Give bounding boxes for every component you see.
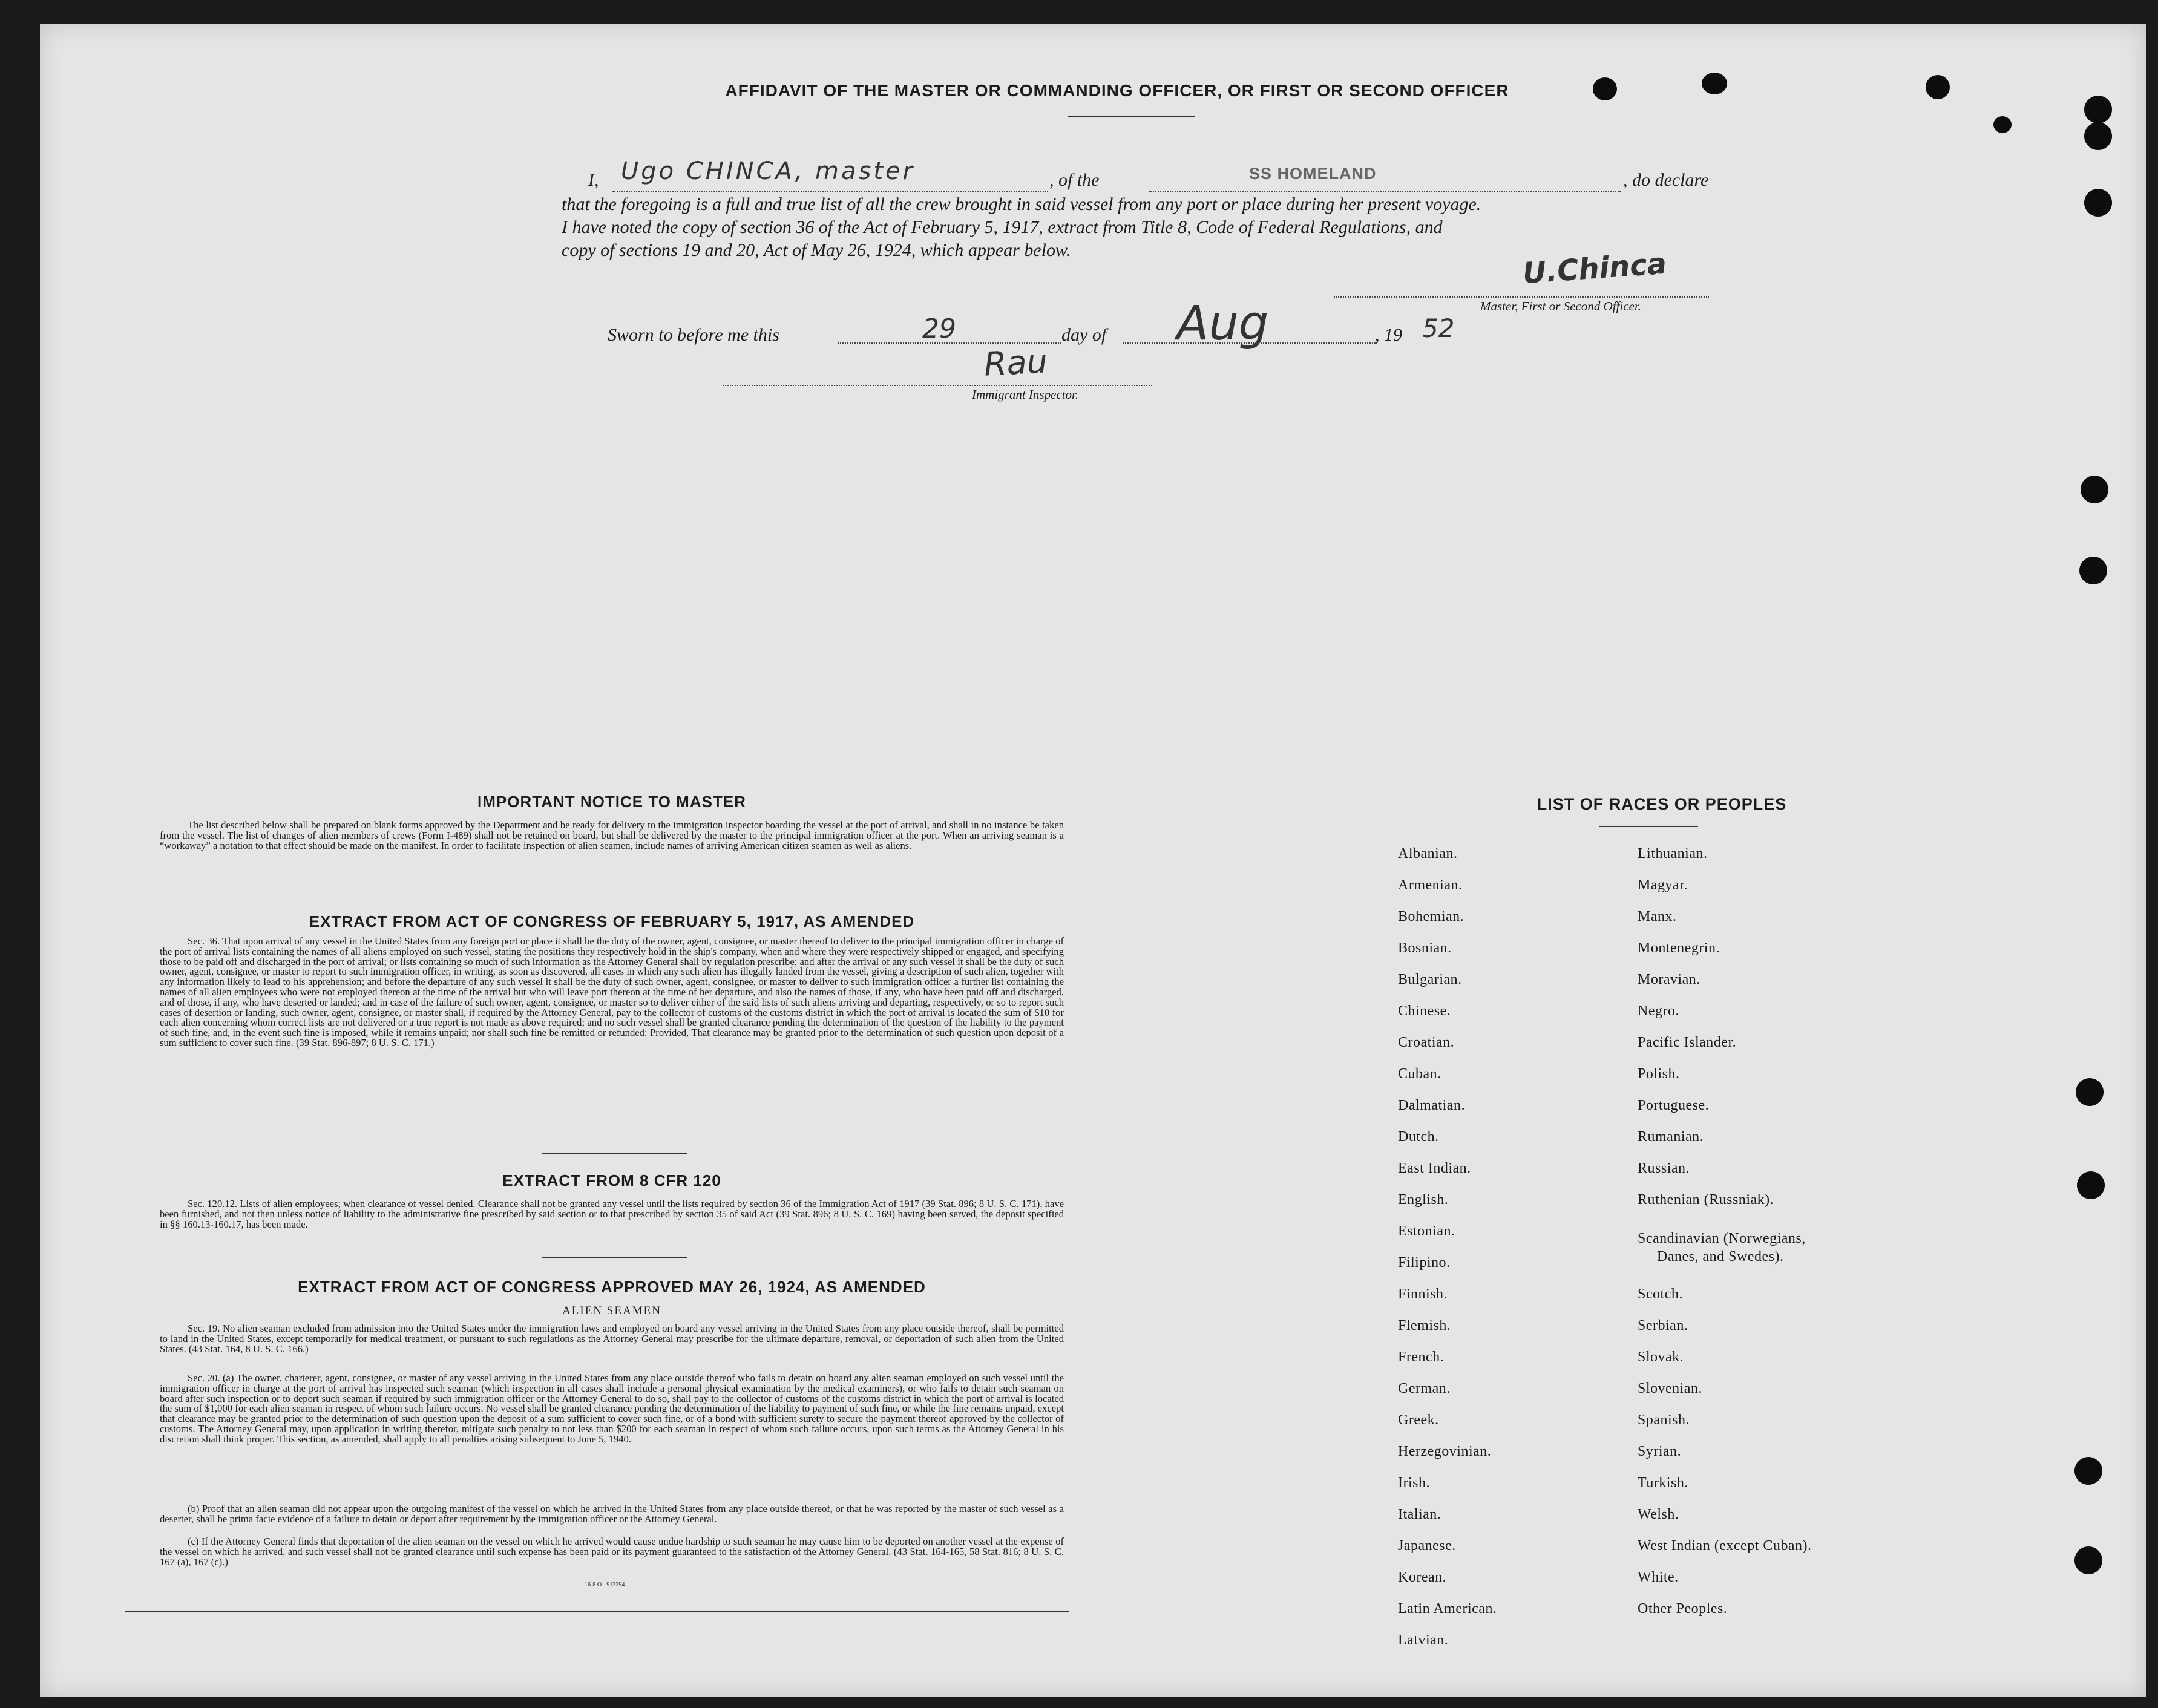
extract-1924-sec20c: (c) If the Attorney General finds that deportation of the alien seaman on the vessel on which he arrived would cause undue hardship to such seaman he may cause him to be deported on another vessel at the expense of the vessel on which he arrived, and such vessel shall not be granted clearance until such expense has been paid or its payment guaranteed to the satisfaction of the Attorney General. (43 Stat. 164-165, 58 Stat. 816; 8 U. S. C. 167 (a), 167 (c).) xyxy=(160,1536,1064,1568)
race-item: Japanese. xyxy=(1398,1538,1456,1554)
race-item: Montenegrin. xyxy=(1638,940,1720,956)
affidavit-line-2: that the foregoing is a full and true list of all the crew brought in said vessel from any port or place during her present voyage. xyxy=(562,194,1481,214)
punch-hole xyxy=(2079,557,2107,584)
notice-title: IMPORTANT NOTICE TO MASTER xyxy=(477,793,746,811)
ink-blot xyxy=(1993,116,2012,133)
race-item: German. xyxy=(1398,1381,1451,1396)
affidavit-title: AFFIDAVIT OF THE MASTER OR COMMANDING OFFICER, OR FIRST OR SECOND OFFICER xyxy=(725,81,1509,100)
race-item: Dalmatian. xyxy=(1398,1098,1465,1113)
year-prefix-label: , 19 xyxy=(1375,325,1402,345)
race-item: Cuban. xyxy=(1398,1066,1441,1082)
race-item: English. xyxy=(1398,1192,1449,1208)
race-item: Herzegovinian. xyxy=(1398,1444,1492,1459)
sworn-month-handwritten: Aug xyxy=(1176,296,1269,351)
race-item: Italian. xyxy=(1398,1507,1441,1522)
race-item: Polish. xyxy=(1638,1066,1680,1082)
extract-1924-sec19: Sec. 19. No alien seaman excluded from admission into the United States under the immigration laws and employed on board any vessel arriving in the United States from any place outside thereof, shall be permitted to land in the United States, except temporarily for medical treatment, or pursuant to such regulations as the Attorney General may prescribe for the ultimate departure, removal, or deportation of such alien from the United States. (43 Stat. 164, 8 U. S. C. 166.) xyxy=(160,1323,1064,1355)
race-item: Pacific Islander. xyxy=(1638,1035,1737,1050)
punch-hole xyxy=(2074,1457,2102,1485)
extract-1917-title: EXTRACT FROM ACT OF CONGRESS OF FEBRUARY 5, 1917, AS AMENDED xyxy=(309,912,915,931)
ink-blot xyxy=(1926,75,1950,99)
race-item: Finnish. xyxy=(1398,1286,1448,1302)
ink-blot xyxy=(1702,73,1727,94)
race-item: Lithuanian. xyxy=(1638,846,1708,862)
sworn-label: Sworn to before me this xyxy=(608,325,779,345)
race-item: White. xyxy=(1638,1569,1679,1585)
race-item: Slovenian. xyxy=(1638,1381,1702,1396)
race-item: Serbian. xyxy=(1638,1318,1688,1333)
race-item: Slovak. xyxy=(1638,1349,1684,1365)
sworn-year-handwritten: 52 xyxy=(1422,313,1455,343)
punch-hole xyxy=(2084,189,2112,217)
race-item: Armenian. xyxy=(1398,877,1463,893)
title-divider xyxy=(1068,116,1195,117)
race-item: Bosnian. xyxy=(1398,940,1452,956)
extract-1924-title: EXTRACT FROM ACT OF CONGRESS APPROVED MAY 26, 1924, AS AMENDED xyxy=(298,1278,926,1296)
notice-body: The list described below shall be prepared on blank forms approved by the Department and be ready for delivery to the immigration inspector boarding the vessel at the port of arrival, and shall in no instance be taken from the vessel. The list of changes of alien members of crews (Form I-489) shall not be retained on board, but shall be delivered by the master to the principal immigration officer at the port. When an arriving seaman is a “workaway” a notation to that effect should be made on the manifest. In order to facilitate inspection of alien seamen, include names of arriving American citizen seamen as well as aliens. xyxy=(160,819,1064,851)
race-item: Danes, and Swedes). xyxy=(1657,1249,1784,1265)
race-item: Irish. xyxy=(1398,1475,1430,1491)
race-item: Filipino. xyxy=(1398,1255,1451,1271)
ink-blot xyxy=(1593,77,1617,100)
race-item: Scotch. xyxy=(1638,1286,1683,1302)
race-item: West Indian (except Cuban). xyxy=(1638,1538,1812,1554)
race-item: Ruthenian (Russniak). xyxy=(1638,1192,1774,1208)
race-item: Manx. xyxy=(1638,909,1677,924)
race-item: Latin American. xyxy=(1398,1601,1497,1617)
master-officer-label: Master, First or Second Officer. xyxy=(1480,299,1641,313)
race-item: Negro. xyxy=(1638,1003,1679,1019)
races-title-divider xyxy=(1599,826,1698,827)
race-item: East Indian. xyxy=(1398,1160,1471,1176)
master-name-handwritten: Ugo CHINCA, master xyxy=(621,157,916,185)
race-item: Scandinavian (Norwegians, xyxy=(1638,1231,1806,1246)
race-item: Welsh. xyxy=(1638,1507,1679,1522)
race-item: Magyar. xyxy=(1638,877,1688,893)
day-of-label: day of xyxy=(1061,325,1107,345)
race-item: Russian. xyxy=(1638,1160,1690,1176)
races-title: LIST OF RACES OR PEOPLES xyxy=(1537,795,1787,813)
punch-hole xyxy=(2081,476,2108,503)
cfr-body: Sec. 120.12. Lists of alien employees; when clearance of vessel denied. Clearance shall not be granted any vessel until the lists required by section 36 of the Immigration Act of 1917 (39 Stat. 896; 8 U. S. C. 171), have been furnished, and not then unless notice of liability to the administrative fine prescribed by said section or to that prescribed by section 35 of said Act (39 Stat. 896; 8 U. S. C. 169) having been served, the deposit specified in §§ 160.13-160.17, has been made. xyxy=(160,1198,1064,1230)
vessel-name-stamp: SS HOMELAND xyxy=(1249,165,1377,183)
race-item: Korean. xyxy=(1398,1569,1447,1585)
race-item: Moravian. xyxy=(1638,972,1700,987)
race-item: Rumanian. xyxy=(1638,1129,1704,1145)
race-item: Other Peoples. xyxy=(1638,1601,1728,1617)
affidavit-line-3: I have noted the copy of section 36 of the Act of February 5, 1917, extract from Title 8, Code of Federal Regulations, and xyxy=(562,217,1443,237)
sworn-day-handwritten: 29 xyxy=(922,313,956,344)
cfr-divider xyxy=(542,1257,687,1258)
alien-seamen-subtitle: ALIEN SEAMEN xyxy=(562,1304,661,1317)
punch-hole xyxy=(2084,96,2112,123)
document-page xyxy=(40,24,2146,1697)
race-item: French. xyxy=(1398,1349,1445,1365)
bottom-rule xyxy=(125,1611,1069,1612)
extract-1917-divider xyxy=(542,1153,687,1154)
inspector-signature: Rau xyxy=(983,342,1049,384)
of-the-label: , of the xyxy=(1049,170,1100,190)
extract-1917-body: Sec. 36. That upon arrival of any vessel in the United States from any foreign port or place it shall be the duty of the owner, agent, consignee, or master thereof to deliver to the principal immigration officer in charge of the port of arrival lists containing the names of all aliens employed on such vessel, stating the positions they respectively hold in the ship's company, when and where they were respectively shipped or engaged, and specifying those to be paid off and discharged in the port of arrival; or lists containing so much of such information as the Attorney General shall by regulation prescribe; and after the arrival of any such vessel it shall be the duty of such owner, agent, consignee, or master to report to such immigration officer, in writing, as soon as discovered, all cases in which any such alien has illegally landed from the vessel, giving a description of such alien, together with any information likely to lead to his apprehension; and before the departure of any such vessel it shall be the duty of such owner, agent, consignee, or master to deliver to such immigration officer a further list containing the names of all alien employees who were not employed thereon at the time of the arrival but who will leave port thereon at the time of her departure, and also the names of those, if any, who have been paid off and discharged, and of those, if any, who have deserted or landed; and in case of the failure of such owner, agent, consignee, or master so to deliver either of the said lists of such aliens arriving and departing, respectively, or so to report such cases of desertion or landing, such owner, agent, consignee, or master shall, if required by the Attorney General, pay to the collector of customs of the customs district in which the port of arrival is located the sum of $10 for each alien concerning whom correct lists are not delivered or a true report is not made as above required; and no such vessel shall be granted clearance pending the determination of the question of the liability to the payment of such fine, and, in the event such fine is imposed, while it remains unpaid; nor shall such fine be remitted or refunded: Provided, That clearance may be granted prior to the determination of such question upon deposit of a sum sufficient to cover such fine. (39 Stat. 896-897; 8 U. S. C. 171.) xyxy=(160,935,1064,1049)
print-code: 16-8 O - 913294 xyxy=(585,1582,625,1588)
race-item: Spanish. xyxy=(1638,1412,1690,1428)
extract-1924-sec20b: (b) Proof that an alien seaman did not appear upon the outgoing manifest of the vessel on which he arrived in the United States from any place outside thereof, or that he was reported by the master of such vessel as a deserter, shall be prima facie evidence of a failure to detain or deport after requirement by the immigration officer or the Attorney General. xyxy=(160,1503,1064,1525)
race-item: Bulgarian. xyxy=(1398,972,1462,987)
race-item: Syrian. xyxy=(1638,1444,1682,1459)
affidavit-line-4: copy of sections 19 and 20, Act of May 26, 1924, which appear below. xyxy=(562,240,1071,260)
race-item: Bohemian. xyxy=(1398,909,1464,924)
race-item: Portuguese. xyxy=(1638,1098,1710,1113)
punch-hole xyxy=(2077,1171,2105,1199)
punch-hole xyxy=(2076,1078,2104,1106)
punch-hole xyxy=(2074,1546,2102,1574)
race-item: Turkish. xyxy=(1638,1475,1688,1491)
cfr-title: EXTRACT FROM 8 CFR 120 xyxy=(502,1171,721,1189)
punch-hole xyxy=(2084,122,2112,150)
inspector-line xyxy=(723,385,1152,386)
extract-1924-sec20a: Sec. 20. (a) The owner, charterer, agent, consignee, or master of any vessel arriving in the United States from any place outside thereof who fails to detain on board any alien seaman employed on such vessel until the immigration officer in charge at the port of arrival has inspected such seaman (which inspection in all cases shall include a personal physical examination by the medical examiners), or who fails to detain such seaman on board after such inspection or to deport such seaman if required by such immigration officer or the Attorney General to do so, shall pay to the collector of customs of the customs district in which the port of arrival is located the sum of $1,000 for each alien seaman in respect of whom such failure occurs. No vessel shall be granted clearance pending the determination of the liability to payment of such fine, or while the fine remains unpaid, except that clearance may be granted prior to the determination of such question upon the deposit of a sum sufficient to cover such fine, or of a bond with sufficient surety to secure the payment thereof approved by the collector of customs. The Attorney General may, upon application in writing therefor, mitigate such penalty to not less than $200 for each seaman in respect of whom such failure occurs, upon such terms as the Attorney General in his discretion shall think proper. This section, as amended, shall apply to all penalties arising subsequent to June 5, 1940. xyxy=(160,1372,1064,1445)
bleed-through-mark xyxy=(748,617,755,644)
inspector-label: Immigrant Inspector. xyxy=(972,387,1079,402)
master-signature: U.Chinca xyxy=(1521,246,1668,291)
race-item: Greek. xyxy=(1398,1412,1439,1428)
race-item: Croatian. xyxy=(1398,1035,1455,1050)
race-item: Chinese. xyxy=(1398,1003,1451,1019)
affidavit-i-label: I, xyxy=(588,170,599,190)
signature-line xyxy=(1334,296,1709,298)
month-line xyxy=(1123,342,1377,344)
race-item: Dutch. xyxy=(1398,1129,1439,1145)
race-item: Albanian. xyxy=(1398,846,1458,862)
race-item: Latvian. xyxy=(1398,1632,1449,1648)
do-declare-label: , do declare xyxy=(1623,170,1709,190)
race-item: Estonian. xyxy=(1398,1223,1455,1239)
race-item: Flemish. xyxy=(1398,1318,1451,1333)
